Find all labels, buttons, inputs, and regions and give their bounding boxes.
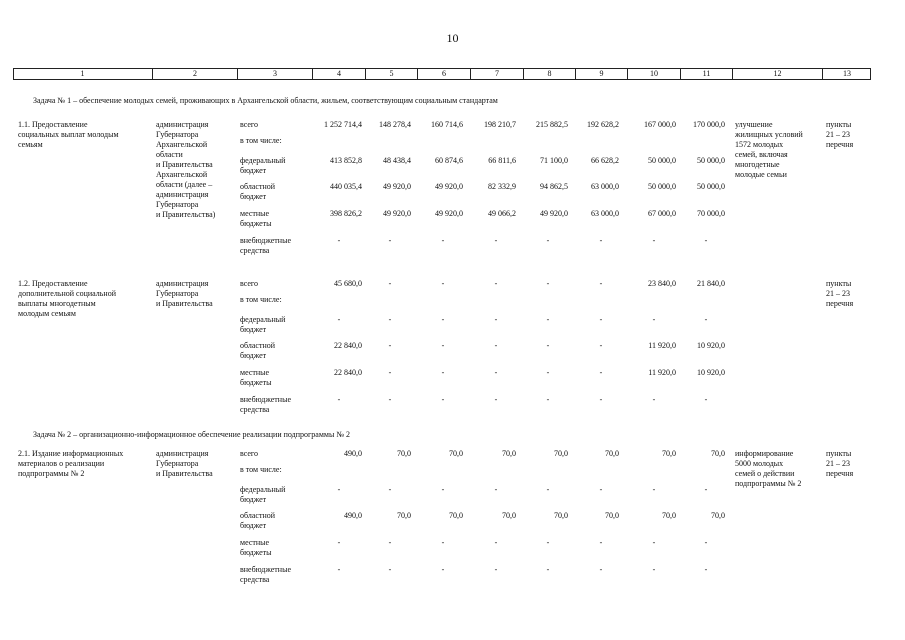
funding-value: 70,0	[605, 511, 619, 520]
funding-value: -	[441, 279, 445, 288]
funding-source-label: областной бюджет	[240, 511, 276, 530]
funding-value: -	[704, 538, 708, 547]
funding-value: 49 066,2	[488, 209, 516, 218]
funding-source-label: в том числе:	[240, 295, 282, 304]
column-header-1: 1	[80, 69, 85, 78]
funding-value: -	[388, 279, 392, 288]
funding-value: -	[494, 368, 498, 377]
page-number: 10	[446, 31, 459, 45]
funding-value: -	[388, 538, 392, 547]
funding-value: -	[337, 485, 341, 494]
column-header-3: 3	[237, 69, 312, 79]
funding-value: -	[704, 565, 708, 574]
column-header-2: 2	[152, 69, 237, 79]
funding-value: -	[546, 485, 550, 494]
funding-source-label: всего	[240, 120, 259, 129]
funding-value: 49 920,0	[383, 209, 411, 218]
funding-value: 50 000,0	[648, 156, 676, 165]
column-header-10: 10	[627, 69, 680, 79]
funding-value: -	[441, 341, 445, 350]
funding-value: 70,0	[397, 449, 411, 458]
funding-value: -	[441, 395, 445, 404]
funding-value: 70,0	[662, 449, 676, 458]
funding-source-label: местные бюджеты	[240, 209, 272, 228]
funding-source-label: всего	[240, 449, 259, 458]
funding-value: -	[599, 341, 603, 350]
funding-value: -	[494, 565, 498, 574]
funding-source-label: внебюджетные средства	[240, 236, 291, 255]
funding-value: -	[599, 395, 603, 404]
funding-value: 160 714,6	[431, 120, 463, 129]
expected-result: улучшение жилищных условий 1572 молодых семей, включая многодетные молодые семьи	[735, 120, 803, 179]
funding-value: -	[441, 538, 445, 547]
funding-value: 70,0	[502, 511, 516, 520]
measure-name: 2.1. Издание информационных материалов о реализации подпрограммы № 2	[18, 449, 124, 478]
column-header-5: 5	[365, 69, 417, 79]
funding-value: -	[388, 315, 392, 324]
funding-value: -	[441, 485, 445, 494]
funding-value: 11 920,0	[648, 368, 676, 377]
funding-value: -	[494, 341, 498, 350]
reference-items: пункты 21 – 23 перечня	[826, 279, 854, 308]
funding-value: 94 862,5	[540, 182, 568, 191]
funding-source-label: федеральный бюджет	[240, 156, 286, 175]
funding-value: 66 628,2	[591, 156, 619, 165]
funding-source-label: федеральный бюджет	[240, 485, 286, 504]
funding-value: -	[704, 315, 708, 324]
funding-value: -	[599, 485, 603, 494]
funding-value: 490,0	[344, 511, 362, 520]
funding-source-label: местные бюджеты	[240, 538, 272, 557]
funding-value: -	[546, 565, 550, 574]
measure-name: 1.2. Предоставление дополнительной социальной выплаты многодетным молодым семьям	[18, 279, 116, 318]
funding-value: 66 811,6	[488, 156, 516, 165]
funding-value: 70,0	[605, 449, 619, 458]
funding-value: -	[652, 538, 656, 547]
funding-source-label: федеральный бюджет	[240, 315, 286, 334]
funding-value: -	[546, 538, 550, 547]
funding-source-label: внебюджетные средства	[240, 395, 291, 414]
funding-value: 70,0	[711, 511, 725, 520]
funding-value: 198 210,7	[484, 120, 516, 129]
funding-value: -	[599, 368, 603, 377]
column-header-11: 11	[680, 69, 732, 79]
funding-value: 50 000,0	[697, 182, 725, 191]
funding-source-label: в том числе:	[240, 136, 282, 145]
reference-items: пункты 21 – 23 перечня	[826, 449, 854, 478]
funding-value: 70,0	[502, 449, 516, 458]
executor: администрация Губернатора Архангельской области и Правительства Архангельской области (далее – администрация Губернатора и Правительства)	[156, 120, 216, 219]
funding-value: -	[599, 565, 603, 574]
funding-value: -	[337, 538, 341, 547]
funding-value: -	[388, 485, 392, 494]
funding-value: -	[652, 565, 656, 574]
funding-value: 413 852,8	[330, 156, 362, 165]
funding-value: 70,0	[554, 511, 568, 520]
column-header-7: 7	[470, 69, 523, 79]
funding-value: -	[599, 315, 603, 324]
funding-value: 490,0	[344, 449, 362, 458]
reference-items: пункты 21 – 23 перечня	[826, 120, 854, 149]
funding-value: 148 278,4	[379, 120, 411, 129]
funding-value: -	[704, 485, 708, 494]
funding-value: -	[337, 395, 341, 404]
column-header-4: 4	[312, 69, 365, 79]
funding-value: -	[546, 368, 550, 377]
funding-value: 70,0	[449, 511, 463, 520]
funding-value: -	[546, 279, 550, 288]
funding-value: -	[704, 395, 708, 404]
funding-value: -	[441, 236, 445, 245]
funding-source-label: областной бюджет	[240, 341, 276, 360]
executor: администрация Губернатора и Правительства	[156, 279, 213, 308]
funding-value: 49 920,0	[540, 209, 568, 218]
funding-value: 50 000,0	[697, 156, 725, 165]
funding-value: 71 100,0	[540, 156, 568, 165]
funding-value: -	[441, 565, 445, 574]
funding-value: -	[652, 315, 656, 324]
funding-value: -	[388, 341, 392, 350]
funding-value: -	[337, 315, 341, 324]
funding-value: 22 840,0	[334, 368, 362, 377]
task-heading: Задача № 1 – обеспечение молодых семей, проживающих в Архангельской области, жильем, соответствующим социальным стандартам	[33, 96, 498, 105]
funding-value: 70,0	[397, 511, 411, 520]
expected-result: информирование 5000 молодых семей о действии подпрограммы № 2	[735, 449, 802, 488]
funding-value: -	[494, 315, 498, 324]
funding-value: 48 438,4	[383, 156, 411, 165]
funding-value: -	[441, 368, 445, 377]
measure-name: 1.1. Предоставление социальных выплат молодым семьям	[18, 120, 119, 149]
funding-value: -	[546, 341, 550, 350]
funding-value: 1 252 714,4	[324, 120, 362, 129]
funding-value: -	[337, 236, 341, 245]
funding-source-label: местные бюджеты	[240, 368, 272, 387]
funding-value: 215 882,5	[536, 120, 568, 129]
funding-value: 49 920,0	[435, 182, 463, 191]
funding-value: 167 000,0	[644, 120, 676, 129]
funding-value: 50 000,0	[648, 182, 676, 191]
task-heading: Задача № 2 – организационно-информационное обеспечение реализации подпрограммы № 2	[33, 430, 350, 439]
column-header-12: 12	[732, 69, 822, 79]
funding-value: 82 332,9	[488, 182, 516, 191]
funding-value: 70,0	[662, 511, 676, 520]
funding-value: 45 680,0	[334, 279, 362, 288]
funding-value: 23 840,0	[648, 279, 676, 288]
funding-value: 398 826,2	[330, 209, 362, 218]
funding-value: 63 000,0	[591, 182, 619, 191]
executor: администрация Губернатора и Правительства	[156, 449, 213, 478]
column-header-6: 6	[417, 69, 470, 79]
funding-value: -	[388, 565, 392, 574]
funding-value: -	[546, 236, 550, 245]
funding-value: -	[704, 236, 708, 245]
funding-value: -	[546, 315, 550, 324]
funding-value: -	[599, 236, 603, 245]
funding-value: -	[337, 565, 341, 574]
funding-value: 49 920,0	[435, 209, 463, 218]
funding-value: -	[652, 236, 656, 245]
funding-source-label: в том числе:	[240, 465, 282, 474]
funding-value: -	[494, 538, 498, 547]
funding-value: 440 035,4	[330, 182, 362, 191]
funding-value: -	[599, 538, 603, 547]
funding-value: 170 000,0	[693, 120, 725, 129]
column-header-row	[13, 68, 871, 80]
funding-value: 70,0	[554, 449, 568, 458]
funding-value: -	[494, 279, 498, 288]
funding-source-label: всего	[240, 279, 259, 288]
funding-value: 21 840,0	[697, 279, 725, 288]
funding-value: -	[388, 236, 392, 245]
column-header-13: 13	[822, 69, 871, 79]
funding-value: -	[494, 395, 498, 404]
funding-value: -	[652, 485, 656, 494]
funding-value: 10 920,0	[697, 341, 725, 350]
funding-value: -	[388, 395, 392, 404]
funding-value: -	[388, 368, 392, 377]
column-header-9: 9	[575, 69, 627, 79]
column-header-8: 8	[523, 69, 575, 79]
funding-value: -	[652, 395, 656, 404]
funding-value: -	[494, 485, 498, 494]
funding-source-label: областной бюджет	[240, 182, 276, 201]
funding-value: 70,0	[711, 449, 725, 458]
funding-value: -	[599, 279, 603, 288]
funding-value: 22 840,0	[334, 341, 362, 350]
funding-value: 49 920,0	[383, 182, 411, 191]
funding-value: -	[546, 395, 550, 404]
funding-value: 11 920,0	[648, 341, 676, 350]
funding-value: 60 874,6	[435, 156, 463, 165]
funding-value: 63 000,0	[591, 209, 619, 218]
funding-value: 10 920,0	[697, 368, 725, 377]
funding-value: 67 000,0	[648, 209, 676, 218]
funding-value: -	[441, 315, 445, 324]
funding-value: 70,0	[449, 449, 463, 458]
funding-value: -	[494, 236, 498, 245]
funding-value: 70 000,0	[697, 209, 725, 218]
funding-value: 192 628,2	[587, 120, 619, 129]
funding-source-label: внебюджетные средства	[240, 565, 291, 584]
